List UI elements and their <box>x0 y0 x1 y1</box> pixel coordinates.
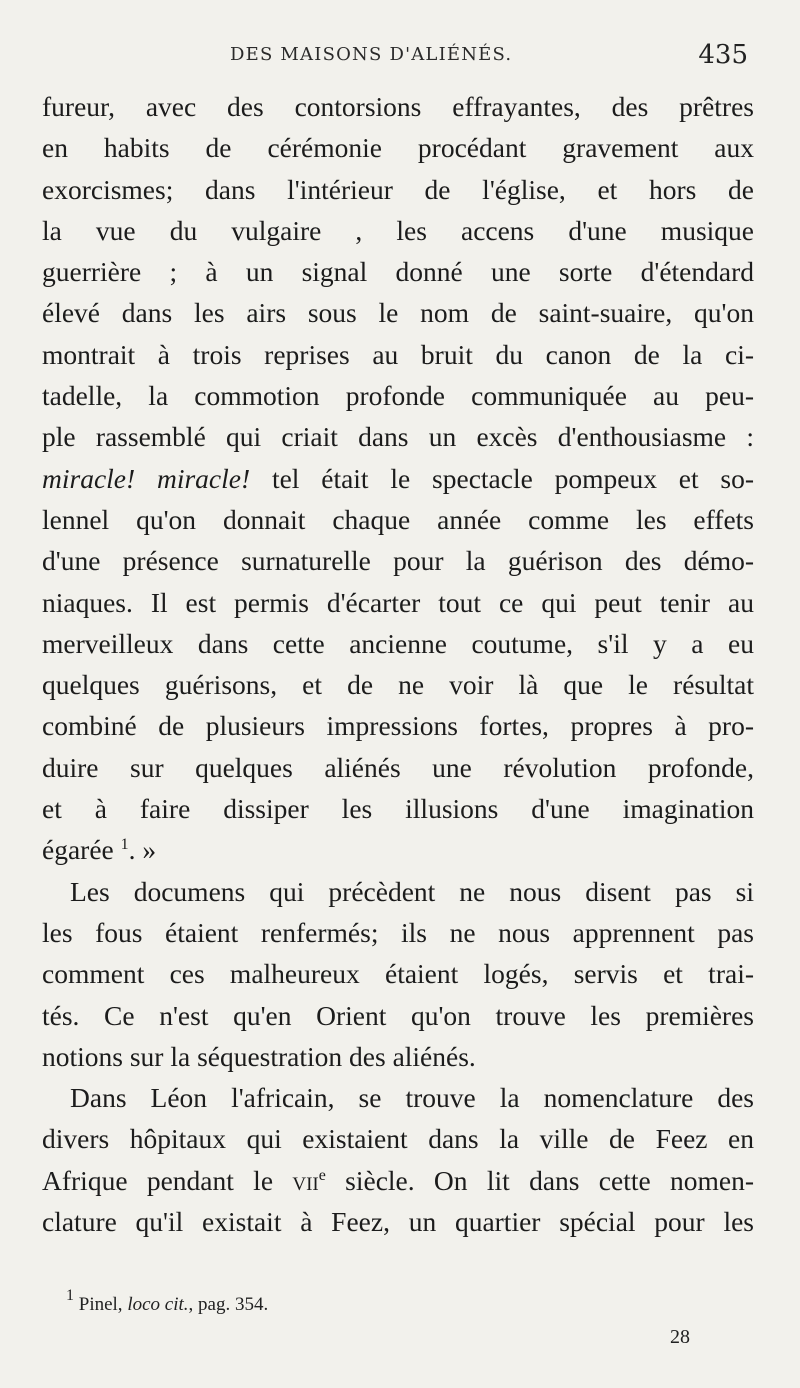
footnote <box>66 1287 269 1316</box>
text-line: clature qu'il existait à Feez, un quartier spécial pour les <box>42 1206 754 1238</box>
text-line: élevé dans les airs sous le nom de saint-suaire, qu'on <box>42 297 754 329</box>
text-line: les fous étaient renfermés; ils ne nous apprennent pas <box>42 916 754 948</box>
text-line: comment ces malheureux étaient logés, servis et trai- <box>42 958 754 990</box>
text-line: en habits de cérémonie procédant gravement aux <box>42 132 754 164</box>
footnote-author: Pinel, <box>78 1294 123 1315</box>
century-suffix: e <box>318 1166 326 1184</box>
text-line: notions sur la séquestration des aliénés. <box>42 1040 476 1072</box>
footnote-marker: 1 <box>66 1287 74 1304</box>
closing-quote: . » <box>128 834 157 866</box>
text-line <box>42 1160 754 1201</box>
text-line-rest: siècle. On lit dans cette nomen- <box>345 1164 754 1196</box>
text-line: guerrière ; à un signal donné une sorte d'étendard <box>42 256 754 288</box>
text-line: Les documens qui précèdent ne nous disent pas si <box>70 875 754 907</box>
footnote-page: , pag. 354. <box>188 1294 269 1315</box>
signature-mark: 28 <box>670 1326 690 1348</box>
text-line <box>42 829 754 870</box>
text-line: ple rassemblé qui criait dans un excès d'enthousiasme : <box>42 421 754 453</box>
text-line: montrait à trois reprises au bruit du canon de la ci- <box>42 338 754 370</box>
footnote-reference: 1 <box>120 836 129 854</box>
text-line: Dans Léon l'africain, se trouve la nomenclature des <box>70 1082 754 1114</box>
footnote-work: loco cit. <box>127 1294 189 1315</box>
text-line <box>42 458 754 499</box>
text-line: d'une présence surnaturelle pour la guérison des démo- <box>42 545 754 577</box>
text-line: la vue du vulgaire , les accens d'une musique <box>42 214 754 246</box>
text-line: merveilleux dans cette ancienne coutume, s'il y a eu <box>42 627 754 659</box>
running-title: DES MAISONS D'ALIÉNÉS. <box>230 44 513 65</box>
body-text <box>42 86 754 1242</box>
page-number: 435 <box>698 40 748 70</box>
text-line: quelques guérisons, et de ne voir là que le résultat <box>42 669 754 701</box>
italic-exclamation: miracle! miracle! <box>42 462 251 494</box>
text-line: fureur, avec des contorsions effrayantes, des prêtres <box>42 91 754 122</box>
text-line: et à faire dissiper les illusions d'une imagination <box>42 793 754 825</box>
text-line: tadelle, la commotion profonde communiquée au peu- <box>42 380 754 412</box>
text-line-start: égarée <box>42 834 114 866</box>
text-line-start: Afrique pendant le <box>42 1164 274 1196</box>
century-numeral: vii <box>292 1164 319 1196</box>
text-line: divers hôpitaux qui existaient dans la ville de Feez en <box>42 1123 754 1155</box>
text-line: niaques. Il est permis d'écarter tout ce qui peut tenir au <box>42 586 754 618</box>
text-line: tés. Ce n'est qu'en Orient qu'on trouve les premières <box>42 999 754 1031</box>
text-line: exorcismes; dans l'intérieur de l'église, et hors de <box>42 173 754 205</box>
text-line: lennel qu'on donnait chaque année comme les effets <box>42 503 754 535</box>
text-line: duire sur quelques aliénés une révolution profonde, <box>42 751 754 783</box>
text-line-rest: tel était le spectacle pompeux et so- <box>271 462 754 494</box>
text-line: combiné de plusieurs impressions fortes, propres à pro- <box>42 710 754 742</box>
